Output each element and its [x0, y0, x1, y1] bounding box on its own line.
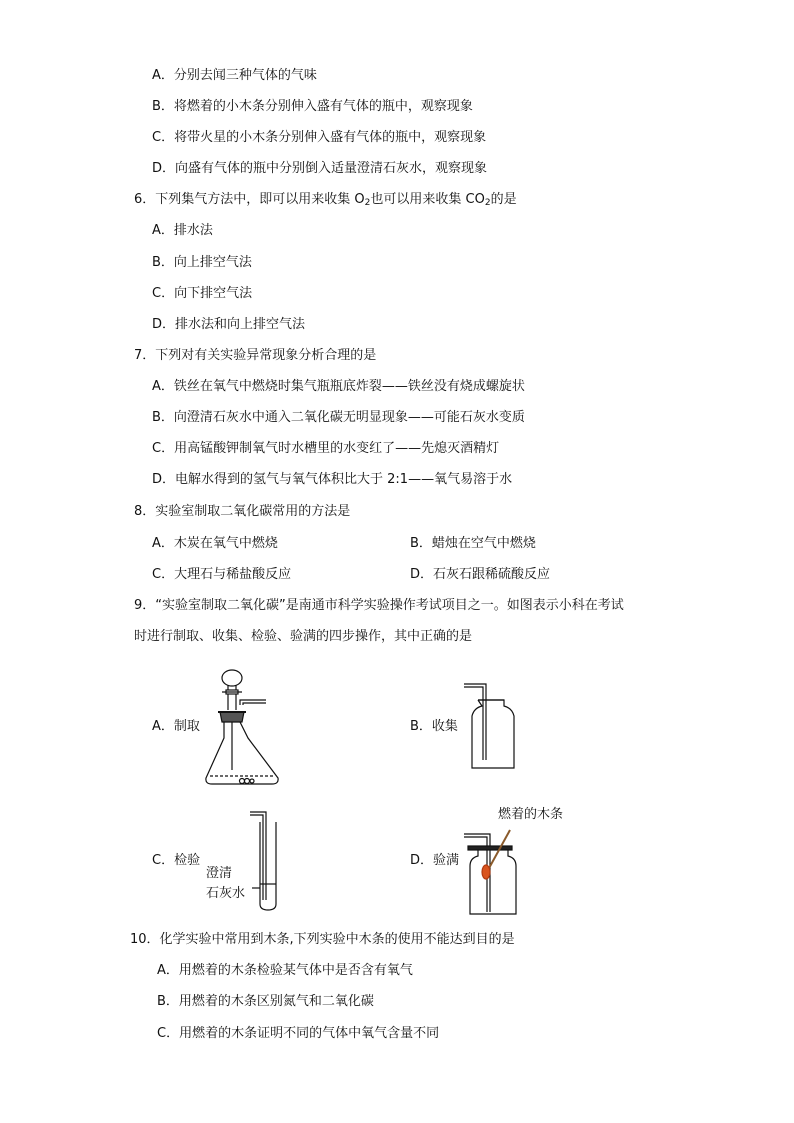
figure-c-label-limewater: 石灰水: [206, 886, 246, 901]
q8-option-c: C．大理石与稀盐酸反应: [152, 567, 292, 582]
q6-stem: 6．下列集气方法中，即可以用来收集 $O_2$也可以用来收集 $CO_2$的是: [134, 192, 517, 208]
q9-option-c: C．检验: [152, 853, 201, 868]
q9-stem-line2: 时进行制取、收集、检验、验满的四步操作，其中正确的是: [134, 629, 473, 644]
q6-option-a: A．排水法: [152, 223, 213, 238]
q9-option-a: A．制取: [152, 719, 200, 734]
q10-option-b: B．用燃着的木条区别氮气和二氧化碳: [157, 994, 374, 1009]
q9-option-b: B．收集: [410, 719, 458, 734]
figure-c-test-tube: [248, 808, 288, 914]
q7-option-b: B．向澄清石灰水中通入二氧化碳无明显现象——可能石灰水变质: [152, 410, 525, 425]
q6-option-c: C．向下排空气法: [152, 286, 253, 301]
q6-option-b: B．向上排空气法: [152, 255, 252, 270]
q7-stem: 7．下列对有关实验异常现象分析合理的是: [134, 348, 377, 363]
q9-stem-line1: 9．“实验室制取二氧化碳”是南通市科学实验操作考试项目之一。如图表示小科在考试: [134, 598, 624, 613]
q10-option-c: C．用燃着的木条证明不同的气体中氧气含量不同: [157, 1026, 440, 1041]
q6-option-d: D．排水法和向上排空气法: [152, 317, 306, 332]
figure-d-full-check-bottle: [462, 826, 532, 918]
figure-d-label-burning-splint: 燃着的木条: [498, 807, 564, 822]
q8-option-b: B．蜡烛在空气中燃烧: [410, 536, 536, 551]
q7-option-c: C．用高锰酸钾制氧气时水槽里的水变红了——先熄灭酒精灯: [152, 441, 500, 456]
q10-stem: 10．化学实验中常用到木条,下列实验中木条的使用不能达到目的是: [130, 932, 515, 947]
q7-option-a: A．铁丝在氧气中燃烧时集气瓶瓶底炸裂——铁丝没有烧成螺旋状: [152, 379, 525, 394]
q9-option-d: D．验满: [410, 853, 460, 868]
figure-c-label-clear: 澄清: [206, 866, 233, 881]
figure-a-generation-apparatus: [200, 660, 300, 792]
q10-option-a: A．用燃着的木条检验某气体中是否含有氧气: [157, 963, 413, 978]
q8-option-a: A．木炭在氧气中燃烧: [152, 536, 278, 551]
q8-stem: 8．实验室制取二氧化碳常用的方法是: [134, 504, 351, 519]
q5-option-b: B．将燃着的小木条分别伸入盛有气体的瓶中，观察现象: [152, 99, 473, 114]
q5-option-c: C．将带火星的小木条分别伸入盛有气体的瓶中，观察现象: [152, 130, 487, 145]
q5-option-d: D．向盛有气体的瓶中分别倒入适量澄清石灰水，观察现象: [152, 161, 488, 176]
q7-option-d: D．电解水得到的氢气与氧气体积比大于 2:1——氧气易溶于水: [152, 472, 513, 487]
q8-option-d: D．石灰石跟稀硫酸反应: [410, 567, 551, 582]
figure-b-collection-bottle: [462, 680, 522, 772]
q5-option-a: A．分别去闻三种气体的气味: [152, 68, 317, 83]
